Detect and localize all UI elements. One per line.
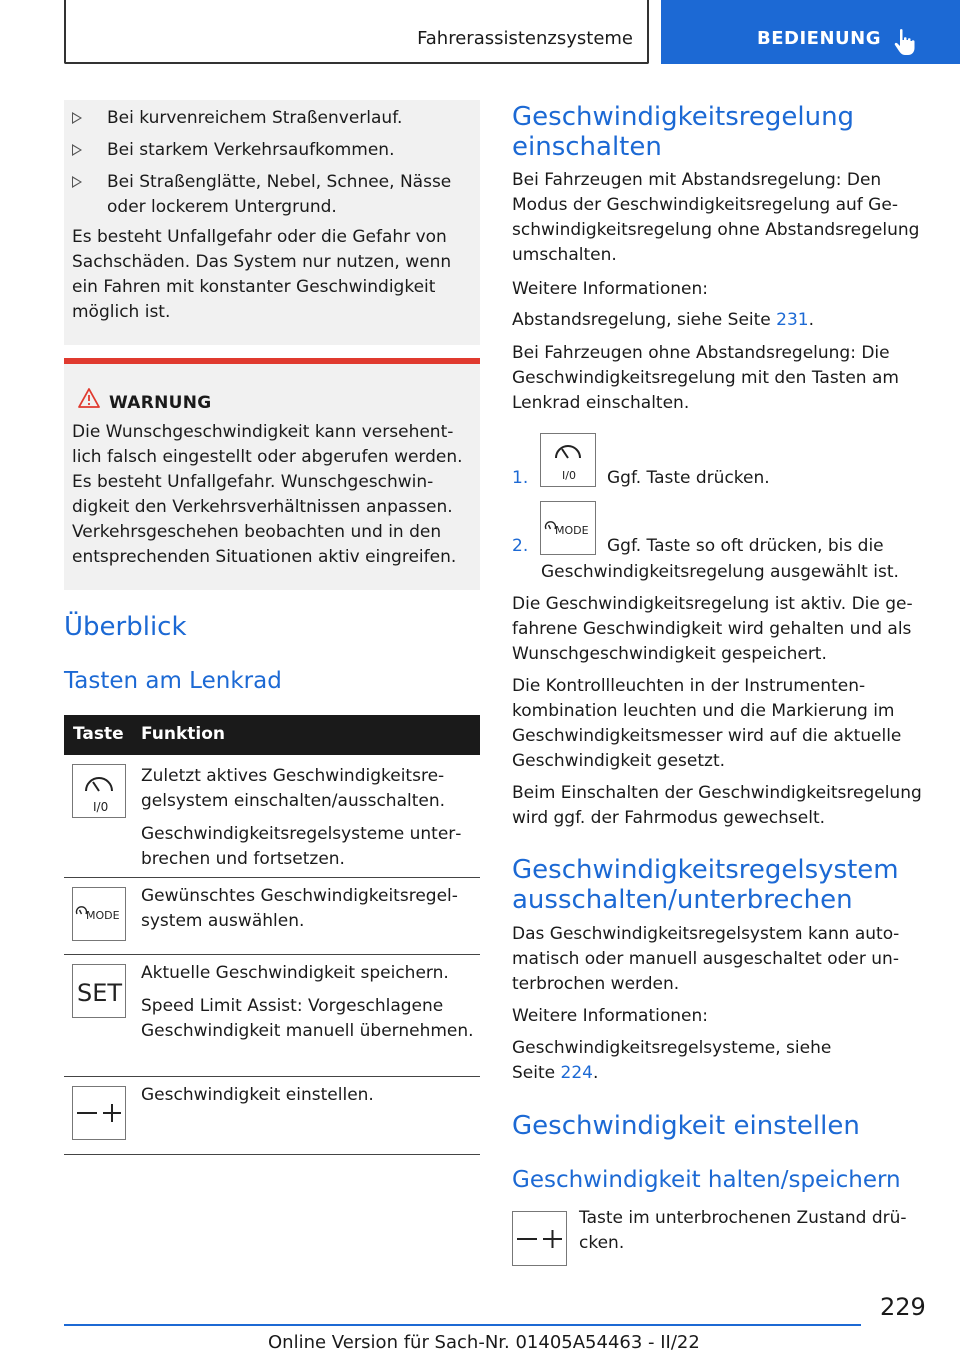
warning-triangle-icon xyxy=(78,388,100,408)
column-header-function: Funktion xyxy=(141,724,226,744)
section-title: Fahrerassistenzsysteme xyxy=(417,28,633,49)
pointing-hand-icon xyxy=(893,28,917,56)
svg-text:MODE: MODE xyxy=(86,909,120,922)
paragraph: Taste im unterbrochenen Zustand drücken. xyxy=(579,1208,907,1253)
io-dial-key-icon xyxy=(72,764,126,818)
page-link[interactable]: 224 xyxy=(560,1063,593,1083)
step-text: Ggf. Taste so oft drücken, bis die xyxy=(607,536,884,556)
cross-reference: Geschwindigkeitsregelsysteme, siehe Seite 224. xyxy=(512,1038,832,1083)
table-row: Geschwindigkeit einstellen. xyxy=(141,1085,374,1105)
table-row: Zuletzt aktives Geschwindigkeitsregelsystem einschalten/ausschalten. Geschwindigkeitsregelsysteme unterbrechen und fortsetzen. xyxy=(141,766,462,869)
paragraph: Bei Fahrzeugen ohne Abstandsregelung: Die Geschwindigkeitsregelung mit den Tasten am Lenkrad einschalten. xyxy=(512,343,899,413)
svg-text:MODE: MODE xyxy=(555,524,589,537)
paragraph: Beim Einschalten der Geschwindigkeitsregelung wird ggf. der Fahrmodus gewechselt. xyxy=(512,783,922,828)
mode-key-icon xyxy=(540,501,596,555)
svg-text:SET: SET xyxy=(77,979,123,1007)
header-chapter-tab xyxy=(661,0,960,64)
step-number: 2. xyxy=(512,536,529,556)
paragraph: Weitere Informationen: xyxy=(512,1006,708,1026)
page-number: 229 xyxy=(880,1293,926,1321)
svg-text:I/0: I/0 xyxy=(562,469,576,482)
row-divider xyxy=(64,1076,480,1077)
switch-on-heading: Geschwindigkeitsregelung einschalten xyxy=(512,102,855,162)
risk-paragraph: Es besteht Unfallgefahr oder die Gefahr von Sachschäden. Das System nur nutzen, wenn ein Fahren mit konstanter Geschwindigkeit möglich ist. xyxy=(72,227,452,322)
bullet-triangle-icon xyxy=(72,144,82,156)
minus-plus-key-icon xyxy=(72,1086,126,1140)
bullet-triangle-icon xyxy=(72,112,82,124)
row-divider xyxy=(64,877,480,878)
warning-title: WARNUNG xyxy=(109,393,212,413)
table-header xyxy=(64,715,480,755)
footer-rule xyxy=(64,1324,861,1326)
io-dial-key-icon xyxy=(540,433,596,487)
paragraph: Die Geschwindigkeitsregelung ist aktiv. Die gefahrene Geschwindigkeit wird gehalten und als Wunschgeschwindigkeit gespeichert. xyxy=(512,594,913,664)
hold-speed-heading: Geschwindigkeit halten/speichern xyxy=(512,1167,901,1193)
row-divider xyxy=(64,1154,480,1155)
conditions-box: Bei kurvenreichem Straßenverlauf. Bei starkem Verkehrsaufkommen. Bei Straßenglätte, Nebel, Schnee, Nässe oder lockerem Untergrund. Es besteht Unfallgefahr oder die Gefahr von Sachschäden. Das System nur nutzen, wenn ein Fahren mit konstanter Geschwindigkeit möglich ist. xyxy=(64,100,480,345)
svg-text:I/0: I/0 xyxy=(93,800,109,814)
page-link[interactable]: 231 xyxy=(776,310,809,330)
mode-key-icon xyxy=(72,887,126,941)
minus-plus-key-icon xyxy=(512,1211,567,1266)
switch-off-heading: Geschwindigkeitsregelsystem ausschalten/unterbrechen xyxy=(512,855,899,915)
column-header-key: Taste xyxy=(73,724,124,744)
paragraph: Weitere Informationen: xyxy=(512,279,708,299)
warning-text: Die Wunschgeschwindigkeit kann versehentlich falsch eingestellt oder abgerufen werden. Es besteht Unfallgefahr. Wunschgeschwindigkeit den Verkehrsverhältnissen anpassen. Verkehrsgeschehen beobachten und in den entsprechenden Situationen aktiv eingreifen. xyxy=(72,422,463,567)
cross-reference: Abstandsregelung, siehe Seite 231. xyxy=(512,310,815,330)
chapter-title: BEDIENUNG xyxy=(757,28,881,49)
online-version-note: Online Version für Sach-Nr. 01405A54463 - II/22 xyxy=(268,1332,700,1353)
paragraph: Das Geschwindigkeitsregelsystem kann automatisch oder manuell ausgeschaltet oder unterbrochen werden. xyxy=(512,924,900,994)
bullet-triangle-icon xyxy=(72,176,82,188)
step-text: Ggf. Taste drücken. xyxy=(607,468,770,488)
row-divider xyxy=(64,954,480,955)
set-speed-heading: Geschwindigkeit einstellen xyxy=(512,1111,860,1141)
table-row: Gewünschtes Geschwindigkeitsregelsystem auswählen. xyxy=(141,886,458,931)
step-number: 1. xyxy=(512,468,529,488)
header-section-box xyxy=(64,0,649,64)
step-text: Geschwindigkeitsregelung ausgewählt ist. xyxy=(541,562,899,582)
overview-heading: Überblick xyxy=(64,612,187,642)
warning-box xyxy=(64,358,480,590)
keys-heading: Tasten am Lenkrad xyxy=(64,668,282,694)
paragraph: Bei Fahrzeugen mit Abstandsregelung: Den Modus der Geschwindigkeitsregelung auf Geschwindigkeitsregelung ohne Abstandsregelung umschalten. xyxy=(512,170,920,265)
table-row: Aktuelle Geschwindigkeit speichern. Speed Limit Assist: Vorgeschlagene Geschwindigkeit manuell übernehmen. xyxy=(141,963,474,1041)
paragraph: Die Kontrollleuchten in der Instrumentenkombination leuchten und die Markierung im Geschwindigkeitsmesser wird auf die aktuelle Geschwindigkeit gesetzt. xyxy=(512,676,902,771)
set-key-icon xyxy=(72,964,126,1018)
